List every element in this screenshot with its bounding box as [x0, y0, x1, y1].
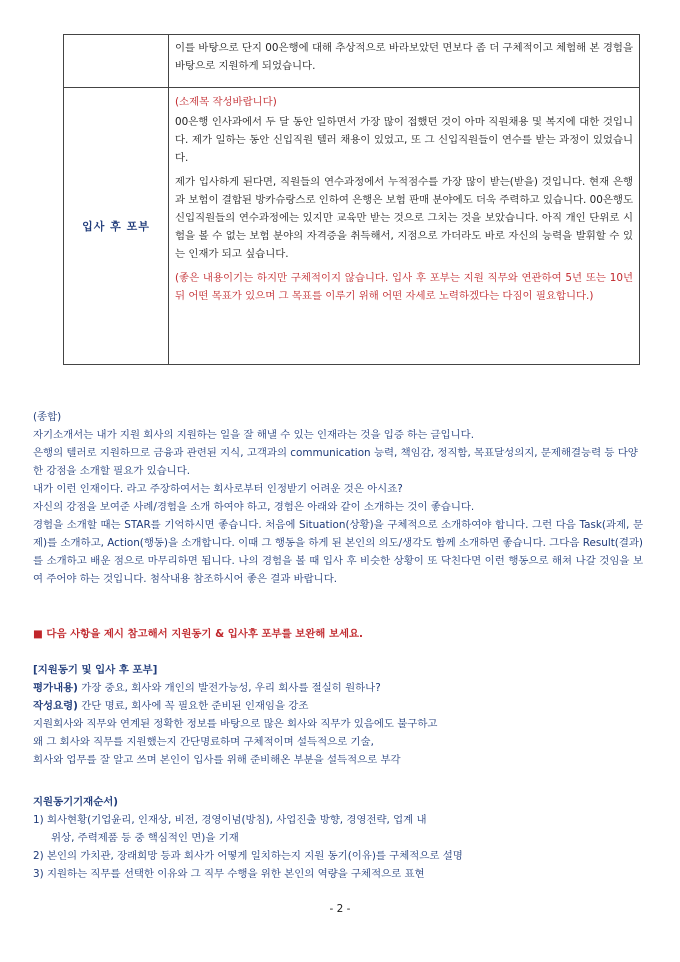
- order-item: 3) 지원하는 직무를 선택한 이유와 그 직무 수행을 위한 본인의 역량을 구체적으로 표현: [33, 868, 425, 880]
- row-content-cell: [175, 39, 633, 81]
- guide-line: 회사와 업무를 잘 알고 쓰며 본인이 입사를 위해 준비해온 부분을 설득적으로 부각: [33, 754, 401, 766]
- guide-section: [33, 661, 643, 769]
- row-label-cell: [64, 35, 169, 87]
- write-label: 작성요령): [33, 700, 78, 712]
- table-row: [64, 88, 639, 364]
- row-label-cell: [64, 88, 169, 364]
- summary-line: 자기소개서는 내가 지원 회사의 지원하는 일을 잘 해낼 수 있는 인재라는 것을 입증 하는 글입니다.: [33, 429, 474, 441]
- summary-line: 자신의 강점을 보여준 사례/경험을 소개 하여야 하고, 경험은 아래와 같이 소개하는 것이 좋습니다.: [33, 501, 475, 513]
- order-item: 2) 본인의 가치관, 장래희망 등과 회사가 어떻게 일치하는지 지원 동기(이유)를 구체적으로 설명: [33, 850, 463, 862]
- write-text: 간단 명료, 회사에 꼭 필요한 준비된 인재임을 강조: [77, 700, 309, 712]
- notice-line: [33, 625, 643, 643]
- guide-eval: [33, 679, 643, 697]
- guide-heading: [지원동기 및 입사 후 포부]: [33, 664, 158, 676]
- table-row: [64, 35, 639, 88]
- eval-text: 가장 중요, 회사와 개인의 발전가능성, 우리 회사를 절실히 원하나?: [77, 682, 381, 694]
- page-number: - 2 -: [329, 903, 351, 915]
- guide-write: [33, 697, 643, 715]
- subtitle-request: (소제목 작성바랍니다): [175, 96, 277, 108]
- order-heading: 지원동기기재순서): [33, 796, 119, 808]
- order-item: 위상, 주력제품 등 중 핵심적인 면)을 기재: [51, 832, 239, 844]
- motivation-text-end: 이를 바탕으로 단지 00은행에 대해 추상적으로 바라보았던 면보다 좀 더 구체적이고 체험해 본 경험을 바탕으로 지원하게 되었습니다.: [175, 42, 633, 72]
- summary-line: 내가 이런 인재이다. 라고 주장하여서는 회사로부터 인정받기 어려운 것은 아시죠?: [33, 483, 403, 495]
- summary-line: 은행의 텔러로 지원하므로 금융과 관련된 지식, 고객과의 communication 능력, 책임감, 정직함, 목표달성의지, 문제해결능력 등 다양한 강점을 소개할 필요가 있습니다.: [33, 447, 638, 477]
- guide-line: 왜 그 회사와 직무를 지원했는지 간단명료하며 구체적이며 설득적으로 기술,: [33, 736, 374, 748]
- eval-label: 평가내용): [33, 682, 78, 694]
- notice-text: ■ 다음 사항을 제시 참고해서 지원동기 & 입사후 포부를 보완해 보세요.: [33, 628, 364, 640]
- reviewer-feedback: (좋은 내용이기는 하지만 구체적이지 않습니다. 입사 후 포부는 지원 직무와 연관하여 5년 또는 10년 뒤 어떤 목표가 있으며 그 목표를 이루기 위해 어떤 자세로 노력하겠다는 다짐이 필요합니다.): [175, 272, 633, 302]
- summary-line: 경험을 소개할 때는 STAR를 기억하시면 좋습니다. 처음에 Situation(상황)을 구체적으로 소개하여야 합니다. 그런 다음 Task(과제, 문제)를 소개하고, Action(행동)을 소개합니다. 이때 그 행동을 하게 된 본인의 의도/생각도 함께 소개하면 좋습니다. 그다음 Result(결과)를 소개하고 배운 점으로 마무리하면 됩니다. 나의 경험을 볼 때 입사 후 비슷한 상황이 또 닥친다면 이런 행동으로 해쳐 나갈 것임을 보여 주어야 하는 것입니다. 첨삭내용 참조하시어 좋은 결과 바랍니다.: [33, 519, 643, 585]
- aspiration-paragraph: 제가 입사하게 된다면, 직원들의 연수과정에서 누적점수를 가장 많이 받는(받을) 것입니다. 현재 은행과 보험이 결합된 방카슈랑스로 인하여 은행은 보험 판매 분야에도 더욱 주력하고 있습니다. 00은행도 신입직원들의 연수과정에는 있지만 교육만 받는 것으로 그치는 것을 보았습니다. 아직 개인 단위로 시험을 볼 수 없는 보험 분야의 자격증을 취득해서, 지점으로 가더라도 바로 자신의 능력을 발휘할 수 있는 인재가 되고 싶습니다.: [175, 176, 633, 260]
- summary-heading: (종합): [33, 411, 62, 423]
- row-label: 입사 후 포부: [82, 220, 150, 233]
- row-content-cell: [175, 93, 633, 311]
- order-item: 1) 회사현황(기업윤리, 인재상, 비전, 경영이념(방침), 사업진출 방향, 경영전략, 업계 내: [33, 814, 427, 826]
- review-table: [63, 34, 640, 365]
- aspiration-paragraph: 00은행 인사과에서 두 달 동안 일하면서 가장 많이 접했던 것이 아마 직원채용 및 복지에 대한 것입니다. 제가 일하는 동안 신입직원 텔러 채용이 있었고, 또 그 신입직원들이 연수를 받는 과정이 있었습니다.: [175, 116, 633, 164]
- guide-line: 지원회사와 직무와 연계된 정확한 정보를 바탕으로 많은 회사와 직무가 있음에도 불구하고: [33, 718, 438, 730]
- order-section: [33, 793, 643, 883]
- summary-section: [33, 408, 643, 588]
